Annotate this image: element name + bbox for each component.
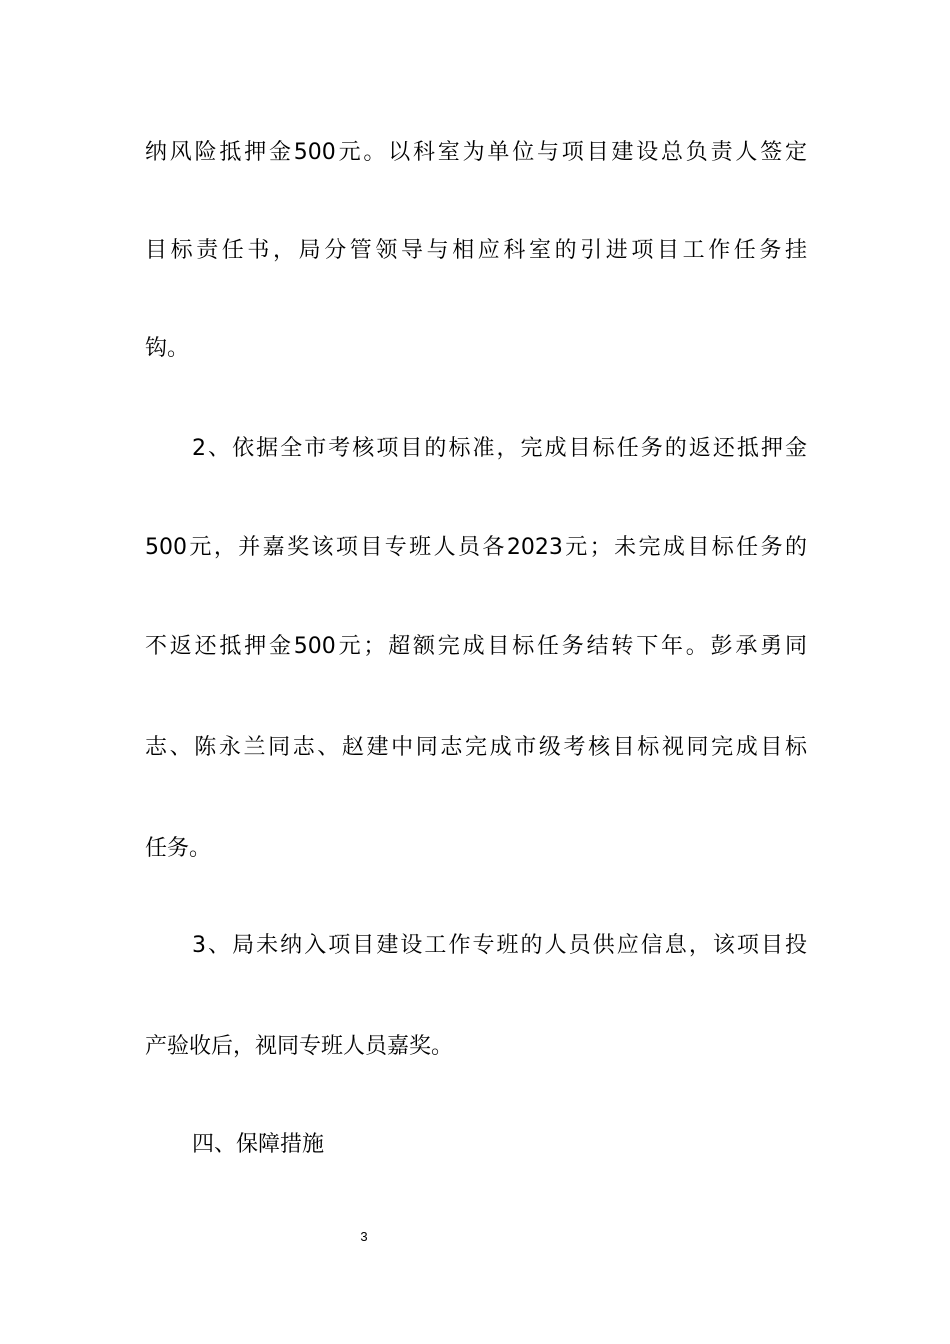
paragraph-2-line-3: 不返还抵押金500元；超额完成目标任务结转下年。彭承勇同 bbox=[145, 634, 807, 659]
paragraph-2-line-5: 任务。 bbox=[145, 836, 212, 861]
paragraph-2-line-1: 2、依据全市考核项目的标准，完成目标任务的返还抵押金 bbox=[192, 436, 807, 461]
paragraph-1-line-1: 纳风险抵押金500元。以科室为单位与项目建设总负责人签定 bbox=[145, 140, 807, 165]
paragraph-2-line-4: 志、陈永兰同志、赵建中同志完成市级考核目标视同完成目标 bbox=[145, 735, 807, 760]
paragraph-3-line-1: 3、局未纳入项目建设工作专班的人员供应信息，该项目投 bbox=[192, 933, 807, 958]
paragraph-3-line-2: 产验收后，视同专班人员嘉奖。 bbox=[145, 1034, 454, 1059]
section-heading: 四、保障措施 bbox=[192, 1132, 325, 1157]
page-number: 3 bbox=[360, 1229, 368, 1244]
paragraph-2-line-2: 500元，并嘉奖该项目专班人员各2023元；未完成目标任务的 bbox=[145, 535, 807, 560]
paragraph-1-line-3: 钩。 bbox=[145, 336, 190, 361]
paragraph-1-line-2: 目标责任书，局分管领导与相应科室的引进项目工作任务挂 bbox=[145, 238, 807, 263]
